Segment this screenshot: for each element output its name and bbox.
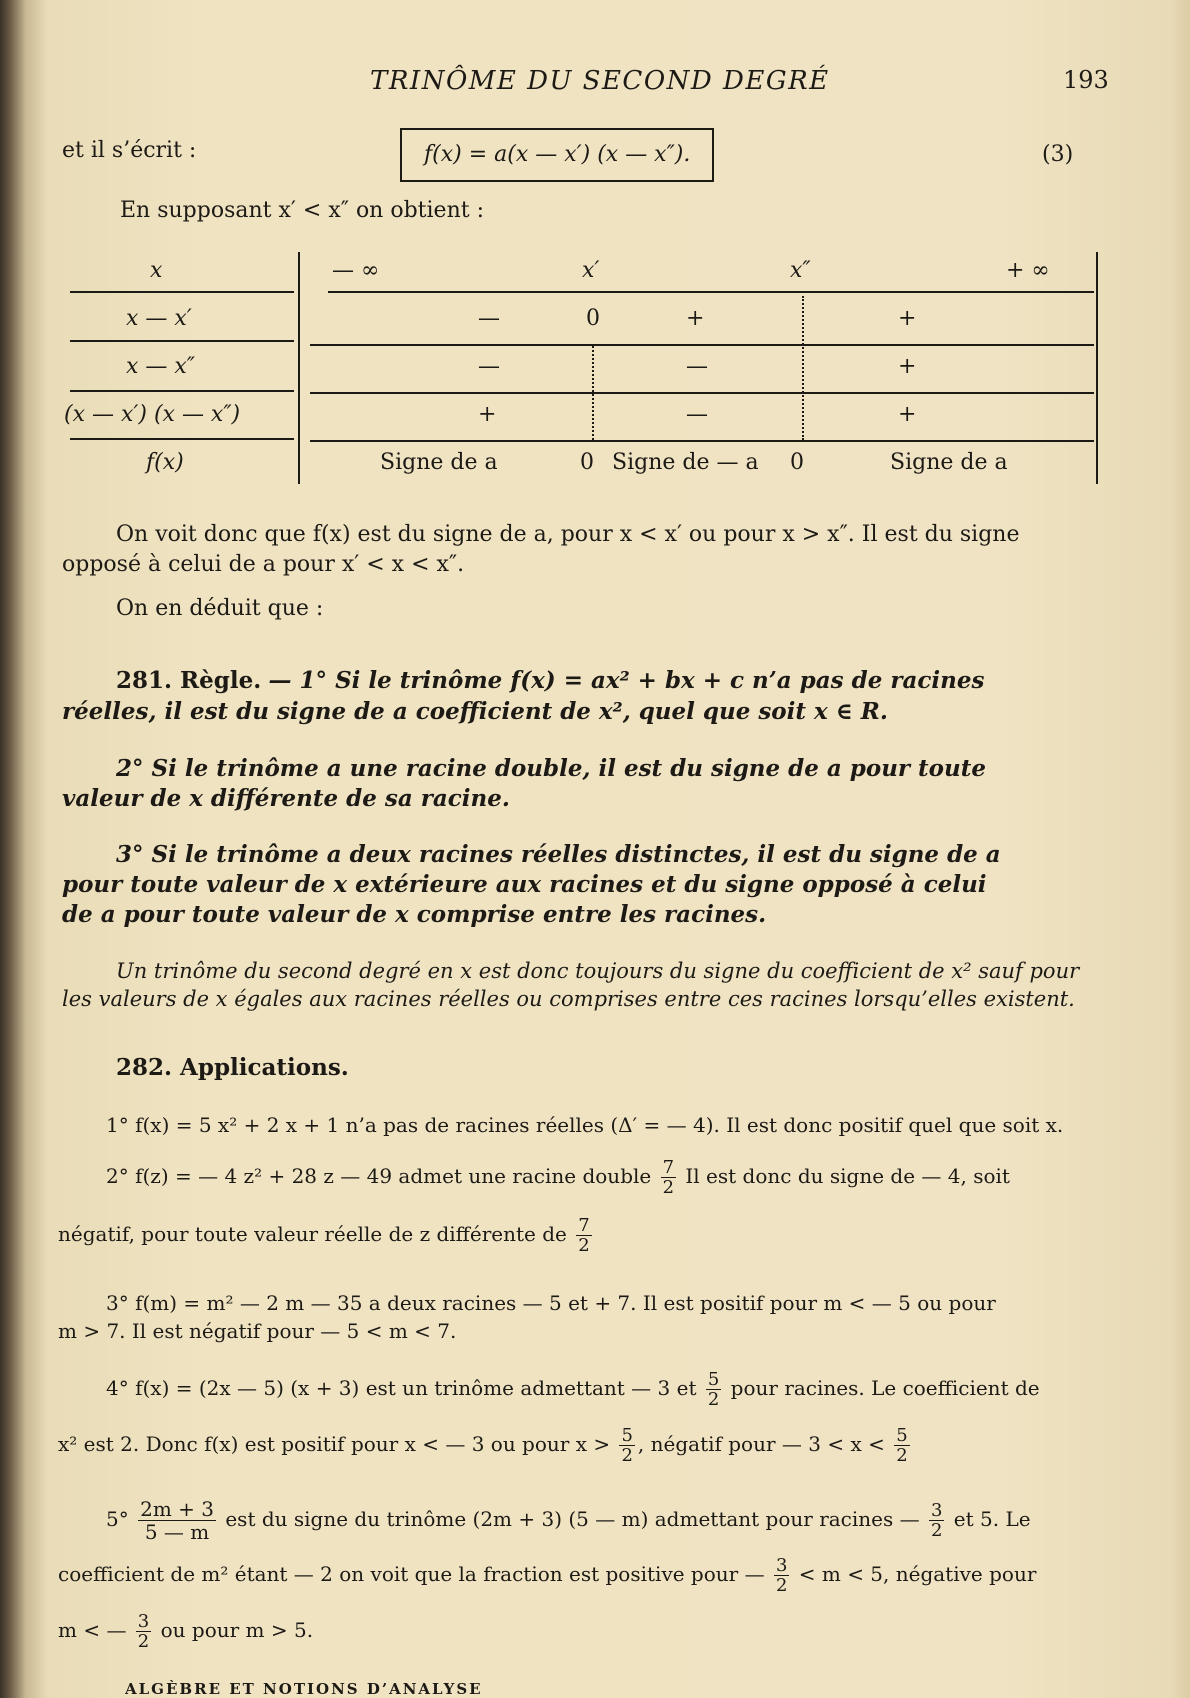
table-cell: + [478,402,497,427]
application-4b [58,1426,913,1465]
table-cell: — [478,354,500,379]
rule-part-1b: réelles, il est du signe de a coefficient de x², quel que soit x ∈ R. [62,698,888,725]
table-cell: Signe de a [890,450,1008,475]
fraction-2m3-5m: $\frac{2m + 3}{5 — m}$ [140,1497,214,1544]
rule-part-3c: de a pour toute valeur de x comprise entre les racines. [62,901,767,928]
equation-number: (3) [1042,142,1074,167]
row-label: f(x) [146,450,184,475]
app2-text: 2° f(z) = — 4 z² + 28 z — 49 admet une racine double [106,1164,652,1188]
app5b-text: coefficient de m² étant — 2 on voit que la fraction est positive pour — [58,1562,765,1586]
fraction-5-2: $\frac{5}{2}$ [896,1425,908,1466]
table-header-root2: x″ [790,258,811,283]
app4b-text: x² est 2. Donc f(x) est positif pour x < — 3 ou pour x > [58,1432,611,1456]
app4b-text: , négatif pour — 3 < x < [637,1432,885,1456]
app5c-text: m < — [58,1618,127,1642]
fraction-7-2: $\frac{7}{2}$ [662,1157,675,1198]
app2-text: Il est donc du signe de — 4, soit [685,1164,1010,1188]
application-4 [106,1370,1040,1409]
row-label: x — x″ [126,354,196,379]
app5-text: et 5. Le [953,1507,1031,1531]
rule-part-3b: pour toute valeur de x extérieure aux racines et du signe opposé à celui [62,871,987,898]
table-cell: Signe de a [380,450,498,475]
application-2b [58,1216,595,1255]
app5-text: est du signe du trinôme (2m + 3) (5 — m) admettant pour racines — [225,1507,920,1531]
table-cell: 0 [790,450,804,475]
table-cell: — [478,306,500,331]
fraction-3-2: $\frac{3}{2}$ [137,1611,150,1652]
table-cell: Signe de — a [612,450,759,475]
conclusion-line-1: On voit donc que f(x) est du signe de a, pour x < x′ ou pour x > x″. Il est du signe [116,522,1020,547]
fraction-3-2: $\frac{3}{2}$ [930,1500,943,1541]
table-cell: — [686,354,708,379]
rule-part-3a: 3° Si le trinôme a deux racines réelles distinctes, il est du signe de a [116,841,1001,868]
row-label: x — x′ [126,306,192,331]
table-header-plus-inf: + ∞ [1006,258,1050,283]
rule-part-2a: 2° Si le trinôme a une racine double, il est du signe de a pour toute [116,755,986,782]
boxed-formula: f(x) = a(x — x′) (x — x″). [400,128,714,182]
table-cell: + [898,402,917,427]
table-header-x: x [150,258,163,283]
applications-title: 282. Applications. [116,1054,349,1081]
suppose-line: En supposant x′ < x″ on obtient : [120,198,484,223]
rule-part-2b: valeur de x différente de sa racine. [62,785,510,812]
fraction-7-2: $\frac{7}{2}$ [578,1215,590,1256]
table-cell: 0 [580,450,594,475]
app5b-text: < m < 5, négative pour [798,1562,1037,1586]
footer-text: ALGÈBRE ET NOTIONS D’ANALYSE [125,1680,483,1698]
application-5 [106,1498,1031,1543]
table-cell: + [898,306,917,331]
table-cell: — [686,402,708,427]
row-label: (x — x′) (x — x″) [64,402,241,427]
fraction-5-2: $\frac{5}{2}$ [707,1369,720,1410]
rule-heading-line [116,666,984,696]
rule-summary-b: les valeurs de x égales aux racines réelles ou comprises entre ces racines lorsqu’elles existent. [62,987,1075,1011]
table-cell: + [686,306,705,331]
conclusion-line-2: opposé à celui de a pour x′ < x < x″. [62,552,465,577]
app5c-text: ou pour m > 5. [160,1618,314,1642]
table-cell: 0 [586,306,600,331]
app2b-text: négatif, pour toute valeur réelle de z différente de [58,1222,567,1246]
fraction-3-2: $\frac{3}{2}$ [775,1555,788,1596]
application-3b: m > 7. Il est négatif pour — 5 < m < 7. [58,1319,457,1343]
application-5b [58,1556,1036,1595]
table-cell: + [898,354,917,379]
deduce-line: On en déduit que : [116,596,324,621]
rule-title: 281. Règle. [116,667,262,694]
application-3a: 3° f(m) = m² — 2 m — 35 a deux racines — 5 et + 7. Il est positif pour m < — 5 ou pour [106,1291,996,1315]
app4-text: pour racines. Le coefficient de [730,1376,1040,1400]
intro-lead: et il s’écrit : [62,138,197,163]
application-1: 1° f(x) = 5 x² + 2 x + 1 n’a pas de racines réelles (Δ′ = — 4). Il est donc positif quel que soit x. [106,1113,1064,1137]
app4-text: 4° f(x) = (2x — 5) (x + 3) est un trinôme admettant — 3 et [106,1376,697,1400]
rule-part-1a: — 1° Si le trinôme f(x) = ax² + bx + c n’a pas de racines [268,667,985,694]
application-2 [106,1158,1010,1197]
running-title: TRINÔME DU SECOND DEGRÉ [370,66,830,96]
table-header-minus-inf: — ∞ [332,258,380,283]
rule-summary-a: Un trinôme du second degré en x est donc toujours du signe du coefficient de x² sauf pour [116,959,1080,983]
table-header-root1: x′ [582,258,600,283]
fraction-5-2: $\frac{5}{2}$ [621,1425,633,1466]
page-number: 193 [1063,66,1109,94]
app5-text: 5° [106,1507,129,1531]
application-5c [58,1612,313,1651]
